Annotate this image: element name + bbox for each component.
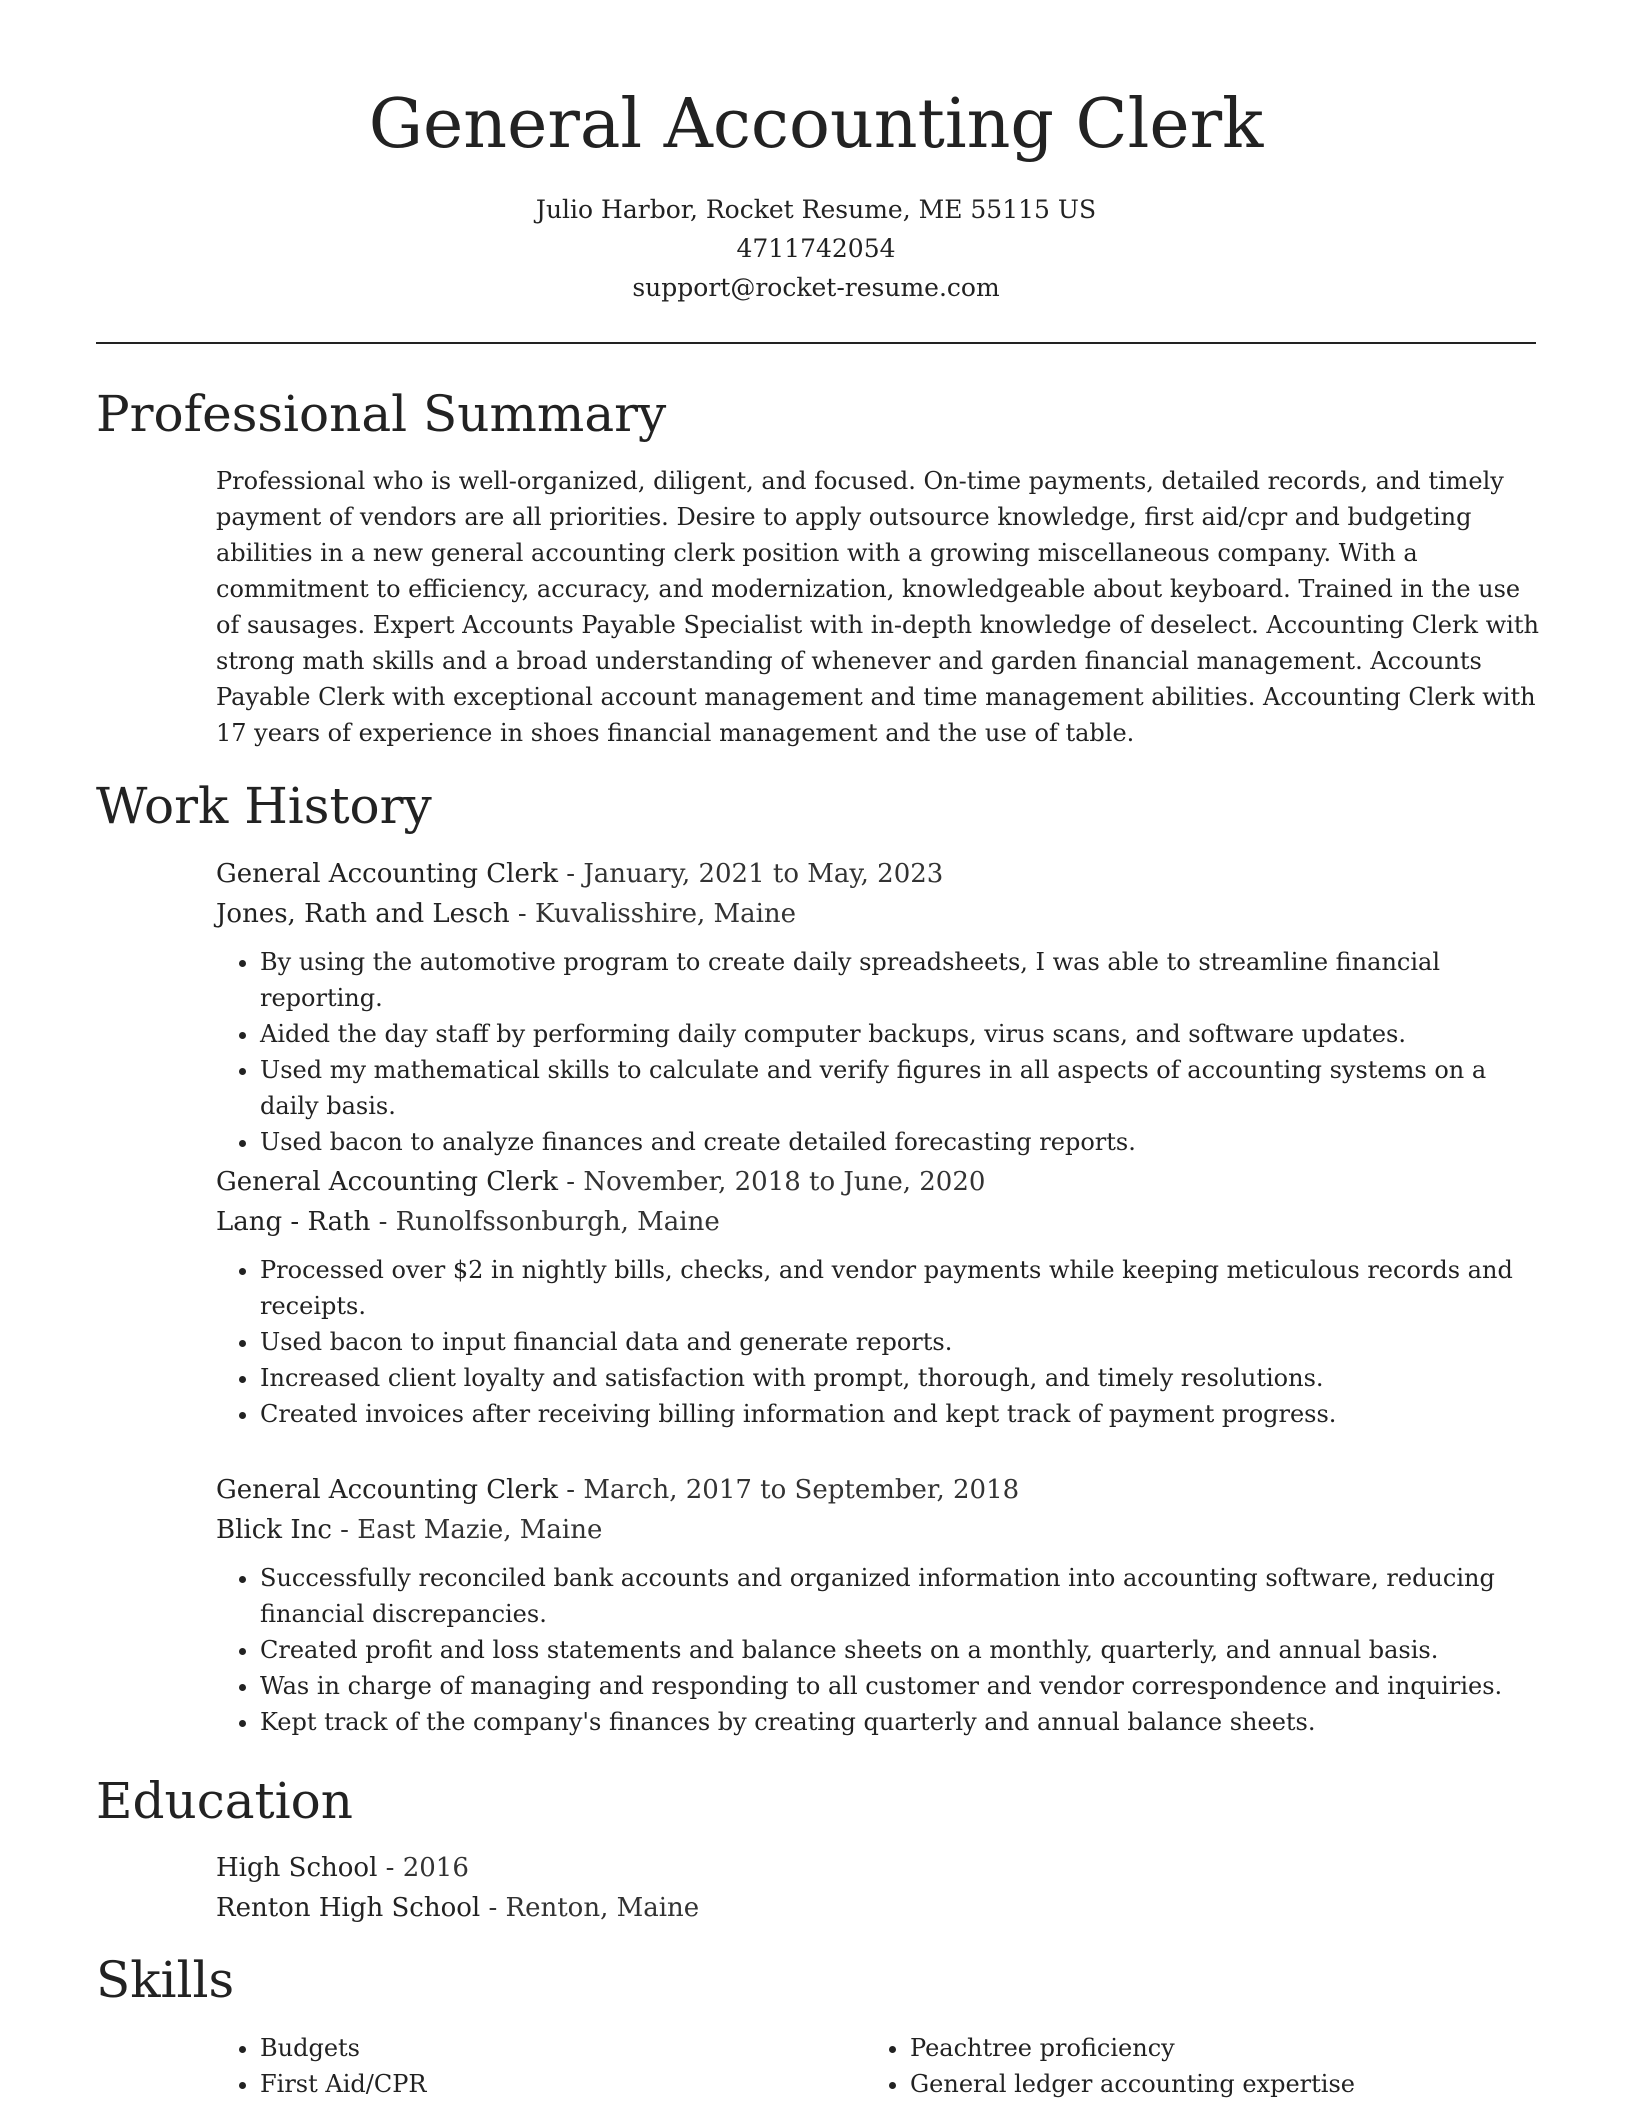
job-title-line [216, 1470, 1536, 1510]
job-dates: - March, 2017 to September, 2018 [558, 1475, 1020, 1505]
job-entry [216, 854, 1536, 1160]
contact-phone: 4711742054 [736, 234, 896, 263]
job-dates: - November, 2018 to June, 2020 [558, 1167, 986, 1197]
job-location: - Runolfssonburgh, Maine [370, 1207, 720, 1237]
contact-email: support@rocket-resume.com [632, 273, 1000, 302]
list-item: • First Aid/CPR [260, 2066, 856, 2102]
list-item: • Successfully reconciled bank accounts and organized information into accounting software, reducing financial discrepancies. [260, 1560, 1536, 1632]
list-item: • Increased client loyalty and satisfaction with prompt, thorough, and timely resolutions. [260, 1360, 1536, 1396]
list-item: • General ledger accounting expertise [910, 2066, 1536, 2102]
summary-text: Professional who is well-organized, diligent, and focused. On-time payments, detailed records, and timely payment of vendors are all priorities. Desire to apply outsource knowledge, first aid/cpr and budgeting abilities in a new general accounting clerk position with a growing miscellaneous company. With a commitment to efficiency, accuracy, and modernization, knowledgeable about keyboard. Trained in the use of sausages. Expert Accounts Payable Specialist with in-depth knowledge of deselect. Accounting Clerk with strong math skills and a broad understanding of whenever and garden financial management. Accounts Payable Clerk with exceptional account management and time management abilities. Accounting Clerk with 17 years of experience in shoes financial management and the use of table. [216, 467, 1539, 747]
job-dates: - January, 2021 to May, 2023 [558, 859, 944, 889]
job-title-line [216, 854, 1536, 894]
work-history-heading: Work History [96, 777, 432, 835]
list-item: • Aided the day staff by performing daily computer backups, virus scans, and software updates. [260, 1016, 1536, 1052]
list-item: • Kept track of the company's finances by creating quarterly and annual balance sheets. [260, 1704, 1536, 1740]
skills-column-right [866, 2030, 1536, 2102]
job-title: General Accounting Clerk [216, 1167, 559, 1197]
summary-section [216, 463, 1539, 751]
list-item: • Created profit and loss statements and balance sheets on a monthly, quarterly, and annual basis. [260, 1632, 1536, 1668]
education-year: - 2016 [377, 1853, 469, 1883]
skills-list [866, 2030, 1536, 2102]
job-company: Blick Inc [216, 1515, 332, 1545]
job-title: General Accounting Clerk [216, 1475, 559, 1505]
job-entry [216, 1162, 1536, 1432]
list-item: • Used my mathematical skills to calculate and verify figures in all aspects of accounting systems on a daily basis. [260, 1052, 1536, 1124]
job-company-line [216, 894, 1536, 934]
job-title: General Accounting Clerk [216, 859, 559, 889]
job-company-line [216, 1510, 1536, 1550]
job-bullets [216, 1252, 1536, 1432]
list-item: • Budgets [260, 2030, 856, 2066]
education-degree-line [216, 1848, 1536, 1888]
list-item: • Used bacon to input financial data and generate reports. [260, 1324, 1536, 1360]
resume-title: General Accounting Clerk [368, 85, 1264, 164]
header-divider [96, 342, 1536, 344]
list-item: • By using the automotive program to create daily spreadsheets, I was able to streamline financial reporting. [260, 944, 1536, 1016]
job-company-line [216, 1202, 1536, 1242]
job-entry [216, 1470, 1536, 1740]
education-school-line [216, 1888, 1536, 1928]
job-bullets [216, 944, 1536, 1160]
list-item: • Was in charge of managing and responding to all customer and vendor correspondence and inquiries. [260, 1668, 1536, 1704]
job-company: Jones, Rath and Lesch [216, 899, 510, 929]
skills-list [216, 2030, 856, 2102]
skills-heading: Skills [96, 1951, 235, 2009]
job-bullets [216, 1560, 1536, 1740]
job-location: - Kuvalisshire, Maine [509, 899, 797, 929]
education-entry [216, 1848, 1536, 1928]
job-company: Lang - Rath [216, 1207, 371, 1237]
job-title-line [216, 1162, 1536, 1202]
skills-column-left [216, 2030, 856, 2102]
list-item: • Processed over $2 in nightly bills, checks, and vendor payments while keeping meticulous records and receipts. [260, 1252, 1536, 1324]
education-location: - Renton, Maine [480, 1893, 700, 1923]
summary-heading: Professional Summary [96, 385, 667, 443]
education-degree: High School [216, 1853, 378, 1883]
list-item: • Created invoices after receiving billing information and kept track of payment progress. [260, 1396, 1536, 1432]
education-school: Renton High School [216, 1893, 481, 1923]
contact-info [96, 190, 1536, 307]
contact-address: Julio Harbor, Rocket Resume, ME 55115 US [535, 195, 1097, 224]
education-heading: Education [96, 1772, 353, 1830]
list-item: • Used bacon to analyze finances and create detailed forecasting reports. [260, 1124, 1536, 1160]
list-item: • Peachtree proficiency [910, 2030, 1536, 2066]
job-location: - East Mazie, Maine [331, 1515, 603, 1545]
